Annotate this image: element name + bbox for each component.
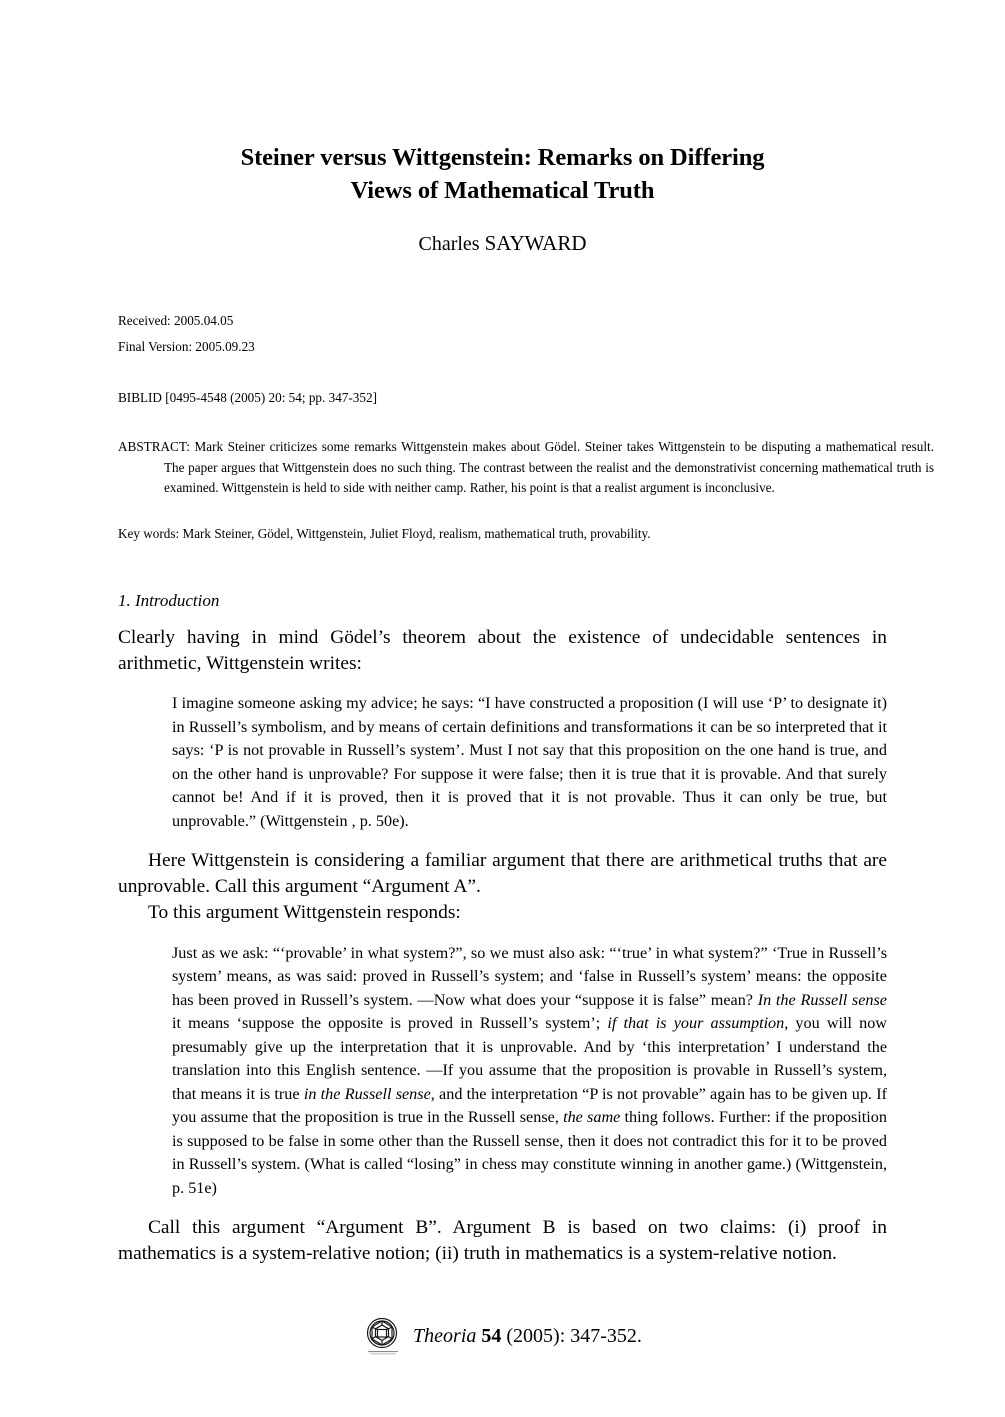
paragraph-1: Clearly having in mind Gödel’s theorem about the existence of undecidable sentences in arithmetic, Wittgenstein writes: — [118, 627, 887, 675]
spacer — [118, 1200, 887, 1215]
blockquote-wittgenstein-2 — [118, 942, 887, 1201]
page-footer — [0, 1316, 1005, 1360]
title-line-1: Steiner versus Wittgenstein: Remarks on Differing — [240, 144, 765, 171]
section-heading-introduction: 1. Introduction — [118, 591, 220, 610]
bq2-segment-4: , and the interpretation “P is not provable” again has to be given up. If you assume that the proposition is true in the Russell sense, — [172, 1084, 887, 1127]
journal-name: Theoria — [413, 1325, 477, 1347]
page-title — [118, 142, 887, 207]
abstract-text: Mark Steiner criticizes some remarks Wittgenstein makes about Gödel. Steiner takes Wittgenstein to be disputing a mathematical result. The paper argues that Wittgenstein does no such thing. The contrast between the realist and the demonstrativist concerning mathematical truth is examined. Wittgenstein is held to side with neither camp. Rather, his point is that a realist argument is inconclusive. — [164, 439, 934, 496]
journal-citation — [413, 1325, 642, 1351]
author-given-name: Charles — [418, 233, 485, 255]
abstract-label: ABSTRACT: — [118, 439, 190, 454]
author-line — [118, 231, 887, 256]
blockquote-wittgenstein-1 — [118, 692, 887, 833]
paragraph-4: Call this argument “Argument B”. Argument B is based on two claims: (i) proof in mathematics is a system-relative notion; (ii) truth in mathematics is a system-relative notion. — [118, 1217, 887, 1265]
bq2-italic-3: in the Russell sense — [303, 1084, 431, 1103]
blockquote-1-text: I imagine someone asking my advice; he says: “I have constructed a proposition (I will use ‘P’ to designate it) in Russell’s symbolism, and by means of certain definitions and transformations it can be so interpreted that it says: ‘P is not provable in Russell’s system’. Must I not say that this proposition on the one hand is true, and on the other hand is unprovable? For suppose it were false; then it is true that it is provable. And that surely cannot be! And if it is proved, then it is proved that it is not provable. Thus it can only be true, but unprovable.” (Wittgenstein , p. 50e). — [172, 694, 887, 830]
spacer — [118, 833, 887, 848]
bq2-segment-5: thing follows. Further: if the proposition is supposed to be false in some other than the Russell sense, then it does not contradict this for it to be proved in Russell’s system. (What is called “losing” in chess may constitute winning in another game.) (Wittgenstein, p. 51e) — [172, 1108, 887, 1197]
bq2-segment-2: it means ‘suppose the opposite is proved in Russell’s system’; — [172, 1014, 608, 1033]
paragraph-3: To this argument Wittgenstein responds: — [148, 902, 461, 924]
bq2-segment-3: , you will now presumably give up the interpretation that it is unprovable. And by ‘this interpretation’ I understand the translation into this English sentence. —If you assume that the proposition is provable in Russell’s system, that means it is true — [172, 1014, 887, 1103]
body-content — [118, 625, 887, 1267]
paragraph-2: Here Wittgenstein is considering a familiar argument that there are arithmetical truths that are unprovable. Call this argument “Argument A”. — [118, 850, 887, 898]
bq2-segment-1: Just as we ask: “‘provable’ in what system?”, so we must also ask: “‘true’ in what system?” ‘True in Russell’s system’ means, as was said: proved in Russell’s system; and ‘false in Russell’s system’ means: the opposite has been proved in Russell’s system. —Now what does your “suppose it is false” mean? — [172, 943, 887, 1009]
journal-year-pages: (2005): 347-352. — [501, 1325, 642, 1347]
journal-volume: 54 — [481, 1325, 502, 1347]
theoria-emblem-logo-icon — [363, 1316, 403, 1360]
bq2-italic-4: the same — [563, 1108, 621, 1127]
submission-dates — [118, 308, 888, 359]
received-date: Received: 2005.04.05 — [118, 313, 234, 328]
bq2-italic-2: if that is your assumption — [607, 1014, 785, 1033]
author-surname: SAYWARD — [484, 231, 587, 255]
spacer — [118, 927, 887, 942]
biblid-line: BIBLID [0495-4548 (2005) 20: 54; pp. 347-352] — [118, 390, 377, 405]
spacer — [118, 677, 887, 692]
title-block — [118, 142, 887, 207]
bq2-italic-1: In the Russell sense — [757, 990, 887, 1009]
abstract-block — [118, 437, 934, 499]
keywords-line: Key words: Mark Steiner, Gödel, Wittgenstein, Juliet Floyd, realism, mathematical truth, provability. — [118, 526, 651, 541]
title-line-2: Views of Mathematical Truth — [350, 176, 655, 204]
blockquote-2-text — [172, 942, 887, 1201]
final-version-date: Final Version: 2005.09.23 — [118, 338, 255, 354]
